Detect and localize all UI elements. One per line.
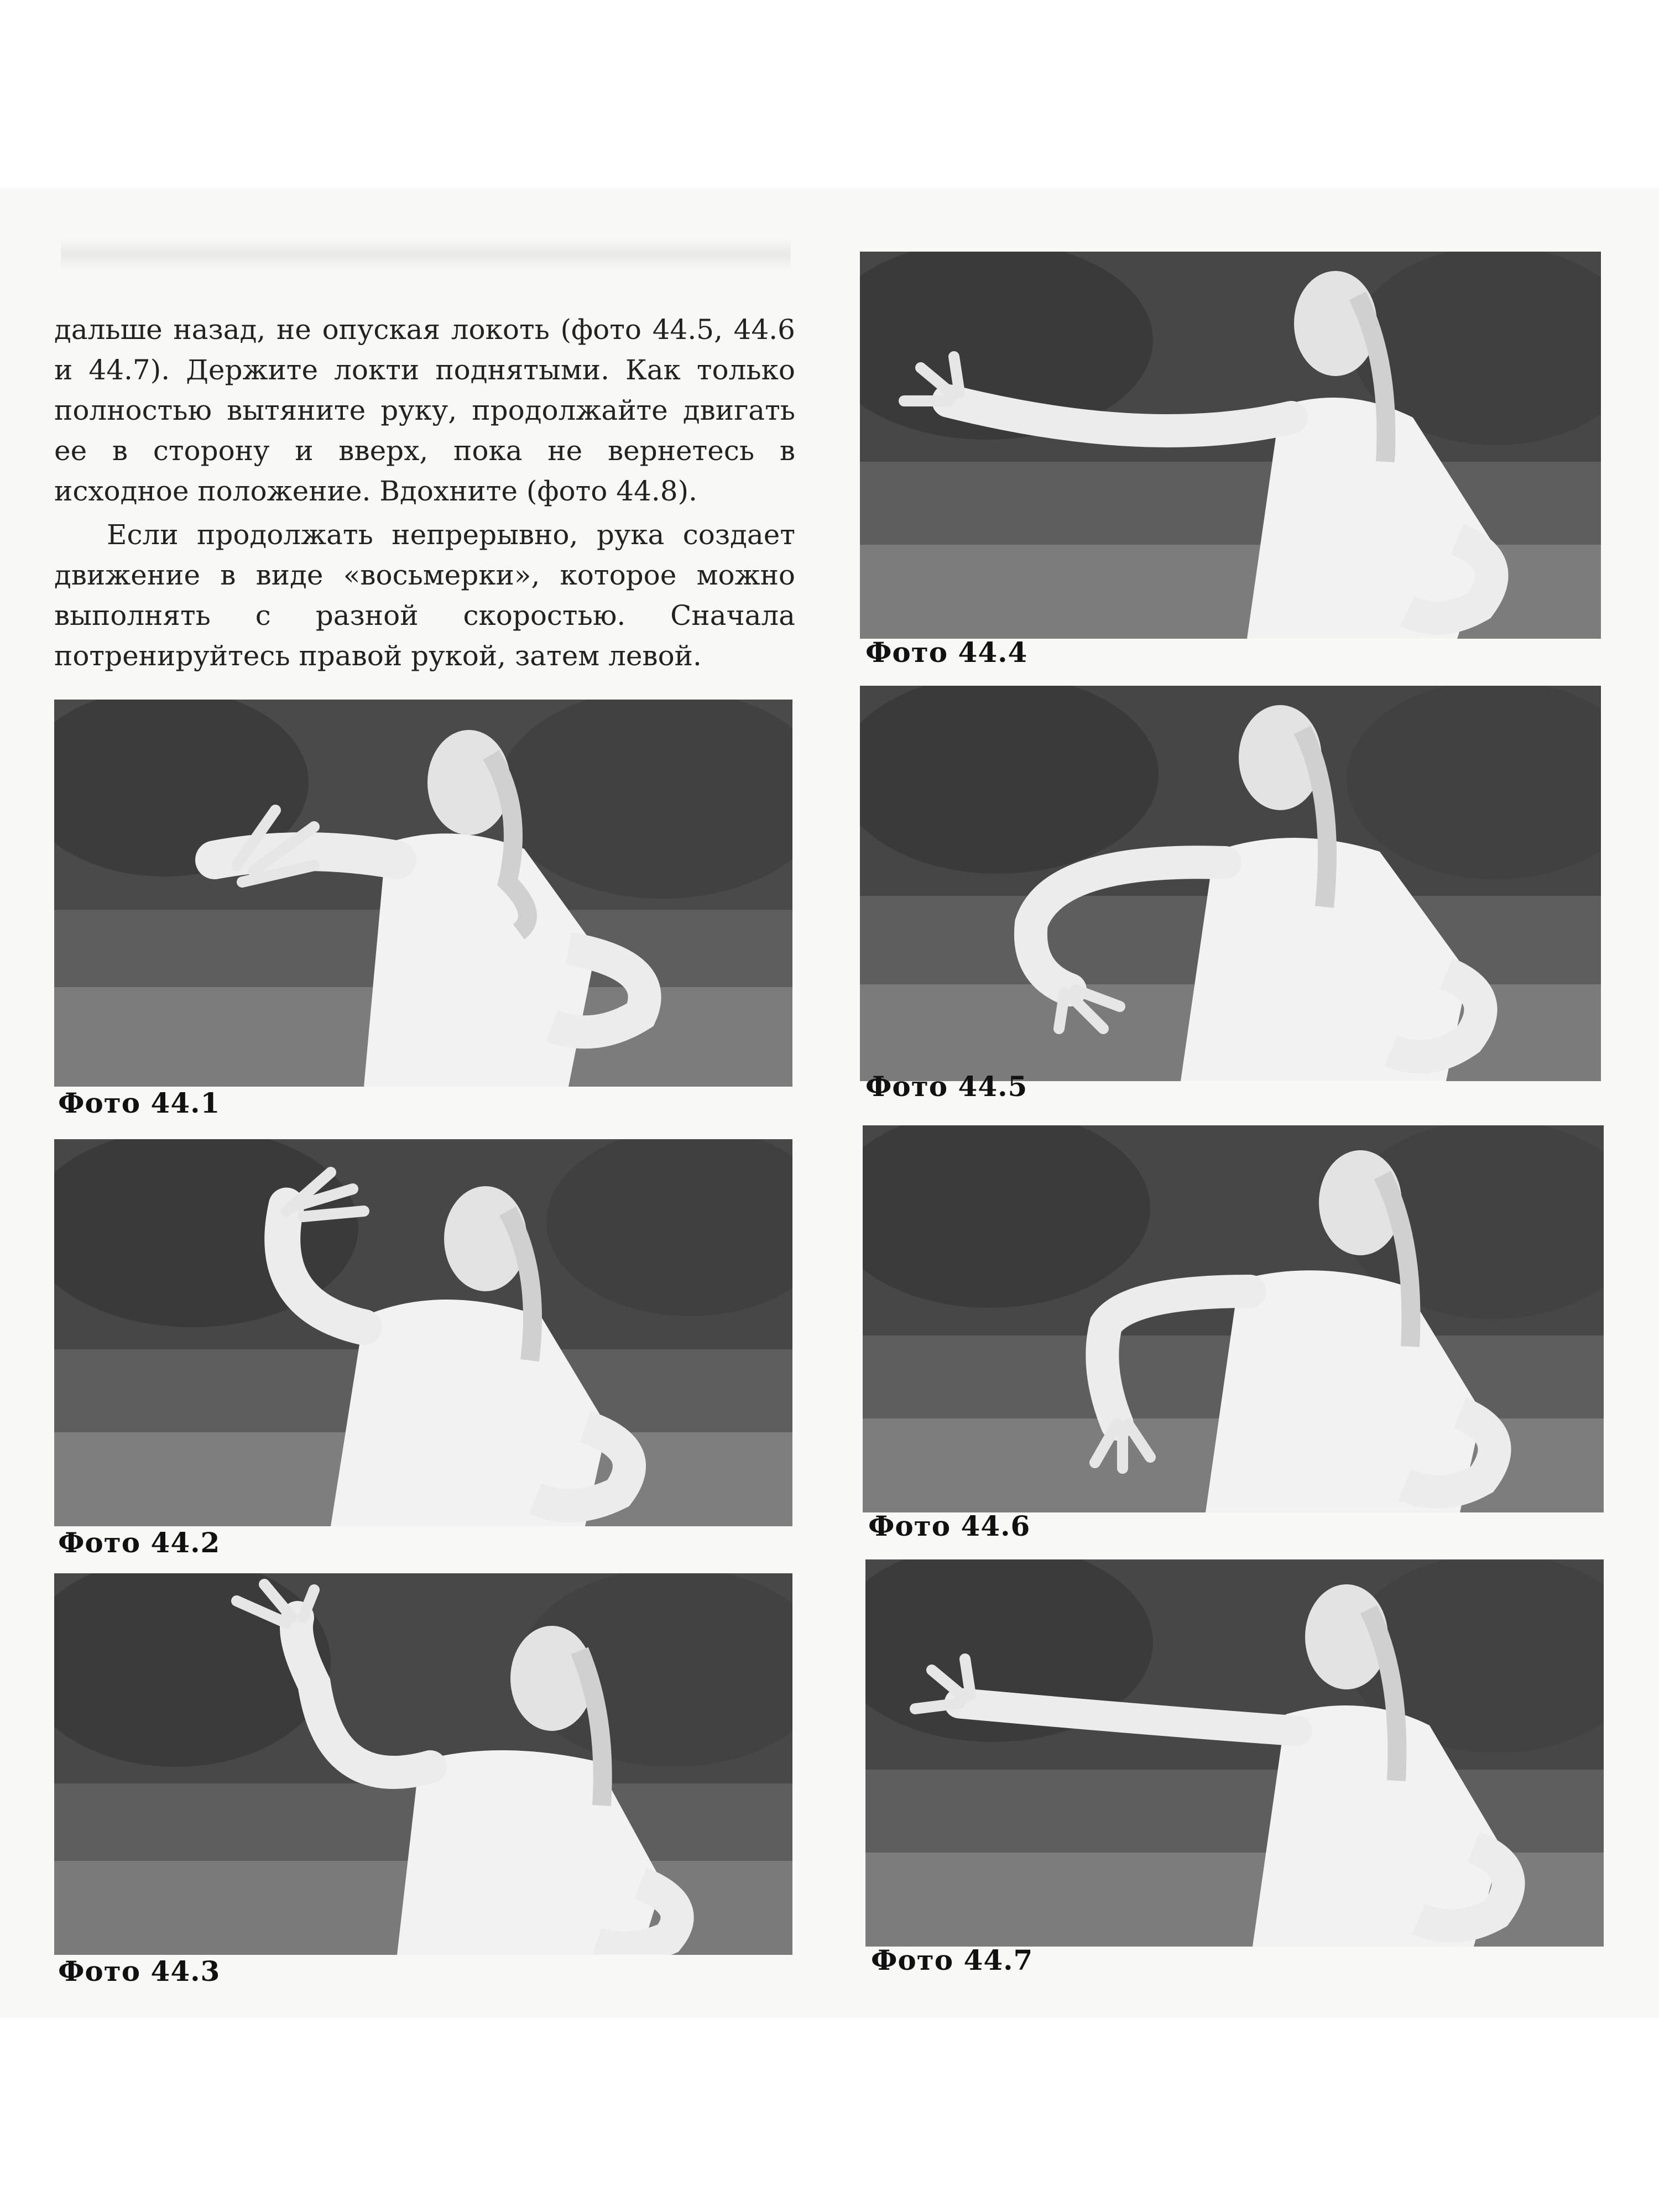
caption-44-3: Фото 44.3	[58, 1955, 221, 1987]
caption-44-5: Фото 44.5	[865, 1070, 1028, 1103]
body-text	[54, 310, 795, 676]
photo-44-5	[860, 686, 1601, 1081]
paragraph-1: дальше назад, не опуская локоть (фото 44.5, 44.6 и 44.7). Держите локти поднятыми. Как только полностью вытяните руку, продолжайте двигать ее в сторону и вверх, пока не вернетесь в исходное положение. Вдохните (фото 44.8).	[54, 314, 795, 507]
caption-44-7: Фото 44.7	[871, 1944, 1034, 1976]
show-through-text	[61, 238, 791, 271]
photo-44-6	[863, 1125, 1604, 1512]
paragraph-2: Если продолжать непрерывно, рука создает движение в виде «восьмерки», которое можно выполнять с разной скоростью. Сначала потренируйтесь правой рукой, затем левой.	[54, 519, 795, 672]
photo-44-7	[865, 1559, 1604, 1947]
photo-44-4	[860, 252, 1601, 639]
caption-44-2: Фото 44.2	[58, 1526, 221, 1559]
photo-44-2	[54, 1139, 792, 1526]
caption-44-4: Фото 44.4	[865, 636, 1028, 669]
caption-44-1: Фото 44.1	[58, 1087, 221, 1119]
photo-44-1	[54, 700, 792, 1087]
caption-44-6: Фото 44.6	[868, 1510, 1031, 1542]
photo-44-3	[54, 1573, 792, 1955]
